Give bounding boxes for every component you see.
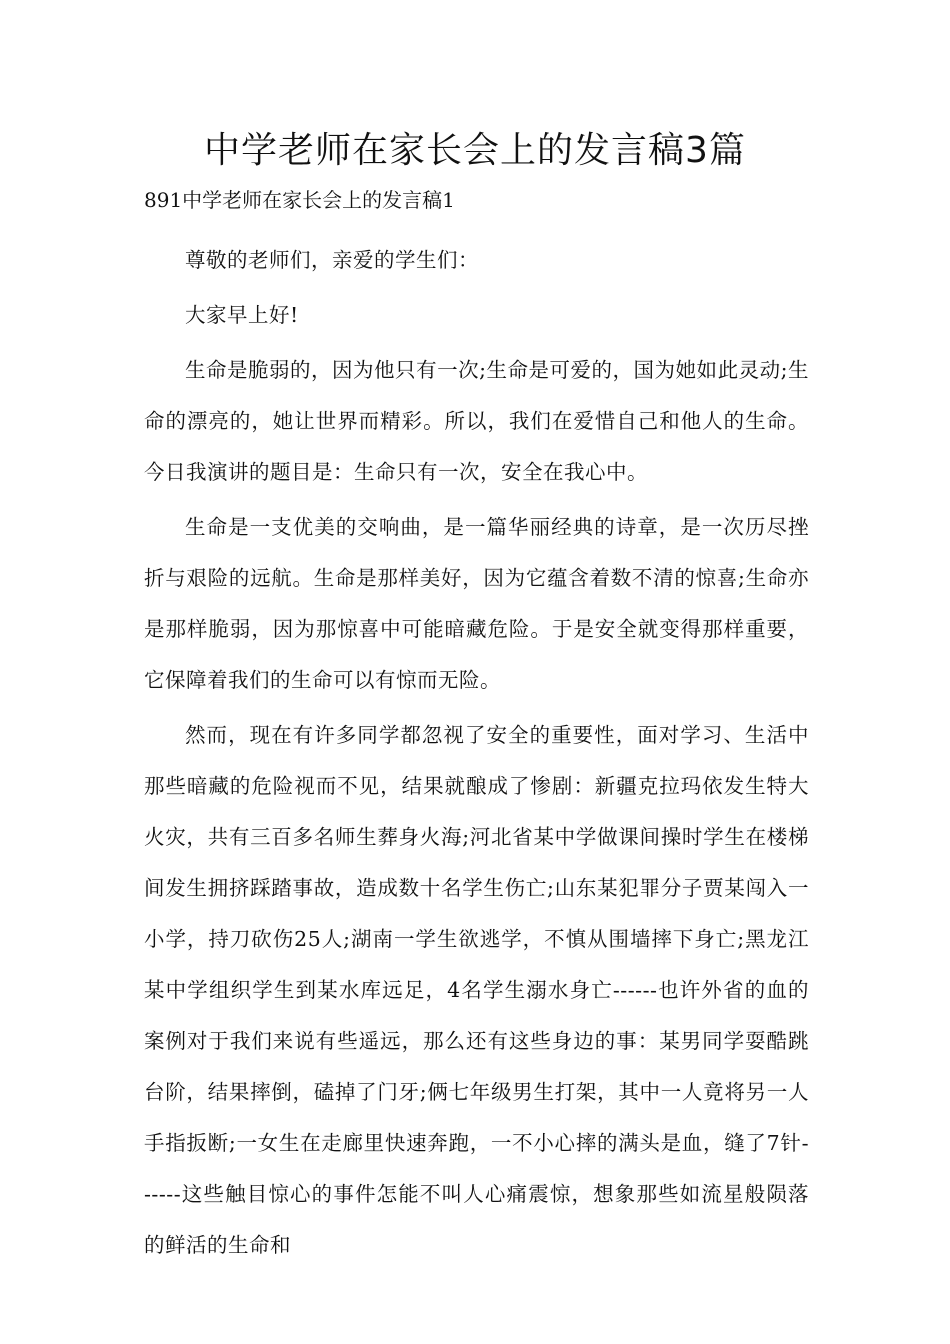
paragraph-good-morning: 大家早上好! (185, 303, 299, 327)
paragraph-safety-cases: 然而，现在有许多同学都忽视了安全的重要性，面对学习、生活中那些暗藏的危险视而不见，结果就酿成了惨剧：新疆克拉玛依发生特大火灾，共有三百多名师生葬身火海;河北省某中学做课间操时学生在楼梯间发生拥挤踩踏事故，造成数十名学生伤亡;山东某犯罪分子贾某闯入一小学，持刀砍伤25人;湖南一学生欲逃学，不慎从围墙摔下身亡;黑龙江某中学组织学生到某水库远足，4名学生溺水身亡------也许外省的血的案例对于我们来说有些遥远，那么还有这些身边的事：某男同学耍酷跳台阶，结果摔倒，磕掉了门牙;俩七年级男生打架，其中一人竟将另一人手指扳断;一女生在走廊里快速奔跑，一不小心摔的满头是血，缝了7针------这些触目惊心的事件怎能不叫人心痛震惊，想象那些如流星般陨落的鲜活的生命和 (144, 723, 809, 1257)
section-heading: 891中学老师在家长会上的发言稿1 (144, 188, 455, 212)
document-title: 中学老师在家长会上的发言稿3篇 (204, 130, 746, 171)
document-body (144, 235, 809, 1271)
paragraph-greeting: 尊敬的老师们，亲爱的学生们： (185, 248, 479, 272)
paragraph-life-symphony: 生命是一支优美的交响曲，是一篇华丽经典的诗章，是一次历尽挫折与艰险的远航。生命是那样美好，因为它蕴含着数不清的惊喜;生命亦是那样脆弱，因为那惊喜中可能暗藏危险。于是安全就变得那样重要，它保障着我们的生命可以有惊而无险。 (144, 515, 809, 692)
paragraph-life-fragile: 生命是脆弱的，因为他只有一次;生命是可爱的，国为她如此灵动;生命的漂亮的，她让世界而精彩。所以，我们在爱惜自己和他人的生命。今日我演讲的题目是：生命只有一次，安全在我心中。 (144, 358, 809, 484)
